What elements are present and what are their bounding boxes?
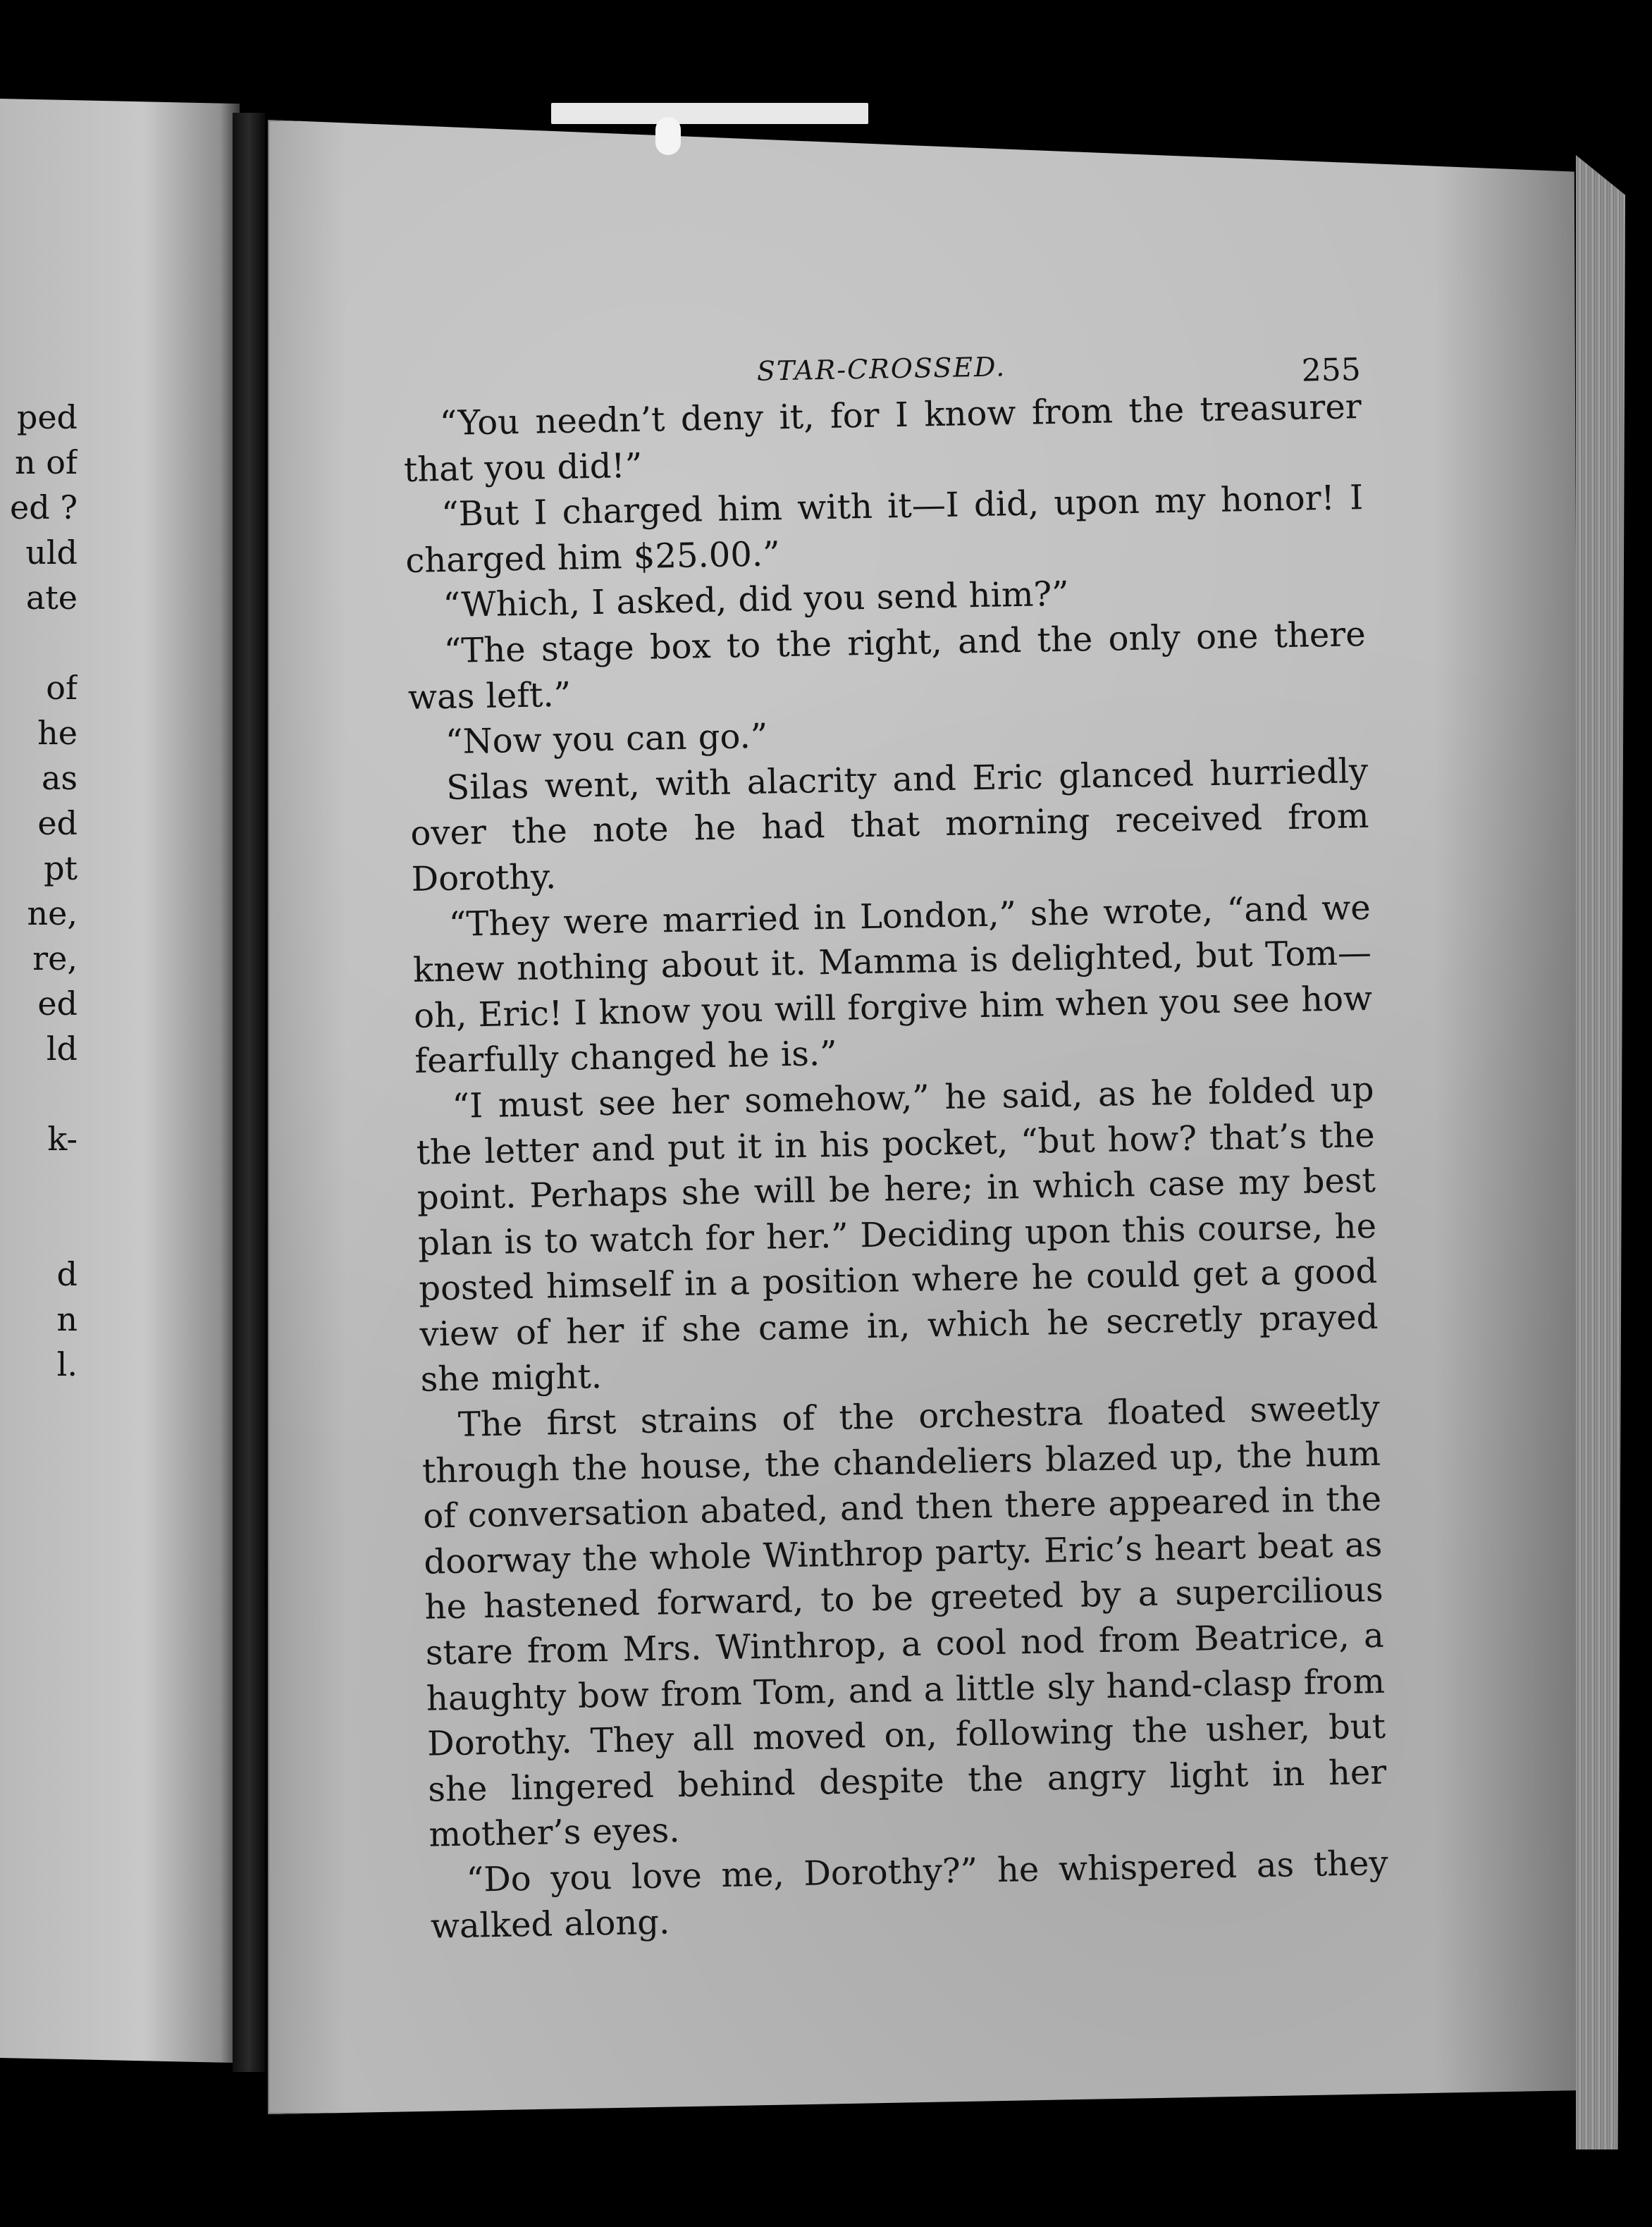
body-text: [402, 384, 1389, 1949]
left-fragment: [0, 1207, 78, 1252]
paragraph: “I must see her somehow,” he said, as he folded up the letter and put it in his pocket, “but how? that’s the point. Perhaps she will be here; in which case my best plan is to watch for her.” Deciding upon this course, he posted himself in a position where he could get a good view of her if she came in, which he secretly prayed she might.: [416, 1069, 1379, 1400]
left-fragment: k-: [47, 1120, 78, 1158]
left-fragment: n: [56, 1300, 78, 1338]
page-content: [402, 335, 1389, 1949]
paragraph: The first strains of the orchestra floated sweetly through the house, the chandeliers blazed up, the hum of conversation abated, and then there appeared in the doorway the whole Winthrop party. Eric’s heart beat as he hastened forward, to be greeted by a supercilious stare from Mrs. Winthrop, a cool nod from Beatrice, a haughty bow from Tom, and a little sly hand-clasp from Dorothy. They all moved on, following the usher, but she lingered behind despite the angry light in her mother’s eyes.: [421, 1388, 1387, 1856]
page-number: 255: [1301, 352, 1362, 389]
left-fragment: pt: [44, 849, 78, 887]
left-fragment: re,: [32, 939, 78, 977]
left-fragment: he: [37, 714, 78, 752]
book-gutter: [233, 113, 265, 2072]
paper-tab: [551, 103, 868, 124]
left-fragment: uld: [25, 533, 78, 572]
paragraph: “Which, I asked, did you send him?”: [443, 574, 1070, 626]
left-fragment: d: [56, 1255, 78, 1293]
left-fragment: ne,: [27, 894, 78, 932]
left-fragment: ed: [37, 804, 78, 842]
left-fragment: n of: [15, 443, 78, 481]
paragraph: “Do you love me, Dorothy?” he whispered as they walked along.: [430, 1843, 1389, 1947]
page-edge-stack: [1576, 155, 1625, 2149]
running-title: STAR-CROSSED.: [756, 351, 1006, 387]
left-fragment: ld: [46, 1030, 78, 1068]
left-fragment: of: [46, 669, 78, 707]
left-fragment: as: [41, 759, 78, 797]
paragraph: “The stage box to the right, and the only one there was left.”: [407, 614, 1367, 717]
left-fragment: [0, 1161, 78, 1207]
left-fragment: ate: [25, 579, 78, 617]
left-fragment: ed: [37, 985, 78, 1023]
paragraph: Silas went, with alacrity and Eric glanced hurriedly over the note he had that morning received from Dorothy.: [410, 751, 1369, 899]
paragraph: “You needn’t deny it, for I know from the treasurer that you did!”: [403, 387, 1362, 490]
left-fragment: l.: [56, 1345, 78, 1383]
paragraph: “They were married in London,” she wrote, “and we knew nothing about it. Mamma is delighted, but Tom—oh, Eric! I know you will forgive him when you see how fearfully changed he is.”: [412, 887, 1373, 1082]
left-fragment: ed ?: [10, 488, 78, 526]
left-fragment: [0, 1071, 78, 1116]
paragraph: “Now you can go.”: [445, 716, 768, 763]
left-fragment: ped: [16, 398, 78, 436]
left-fragment: [0, 620, 78, 665]
left-page-text-fragments: [0, 395, 78, 1387]
paper-clip-mark: [655, 117, 681, 155]
paragraph: “But I charged him with it—I did, upon my honor! I charged him $25.00.”: [405, 478, 1364, 581]
